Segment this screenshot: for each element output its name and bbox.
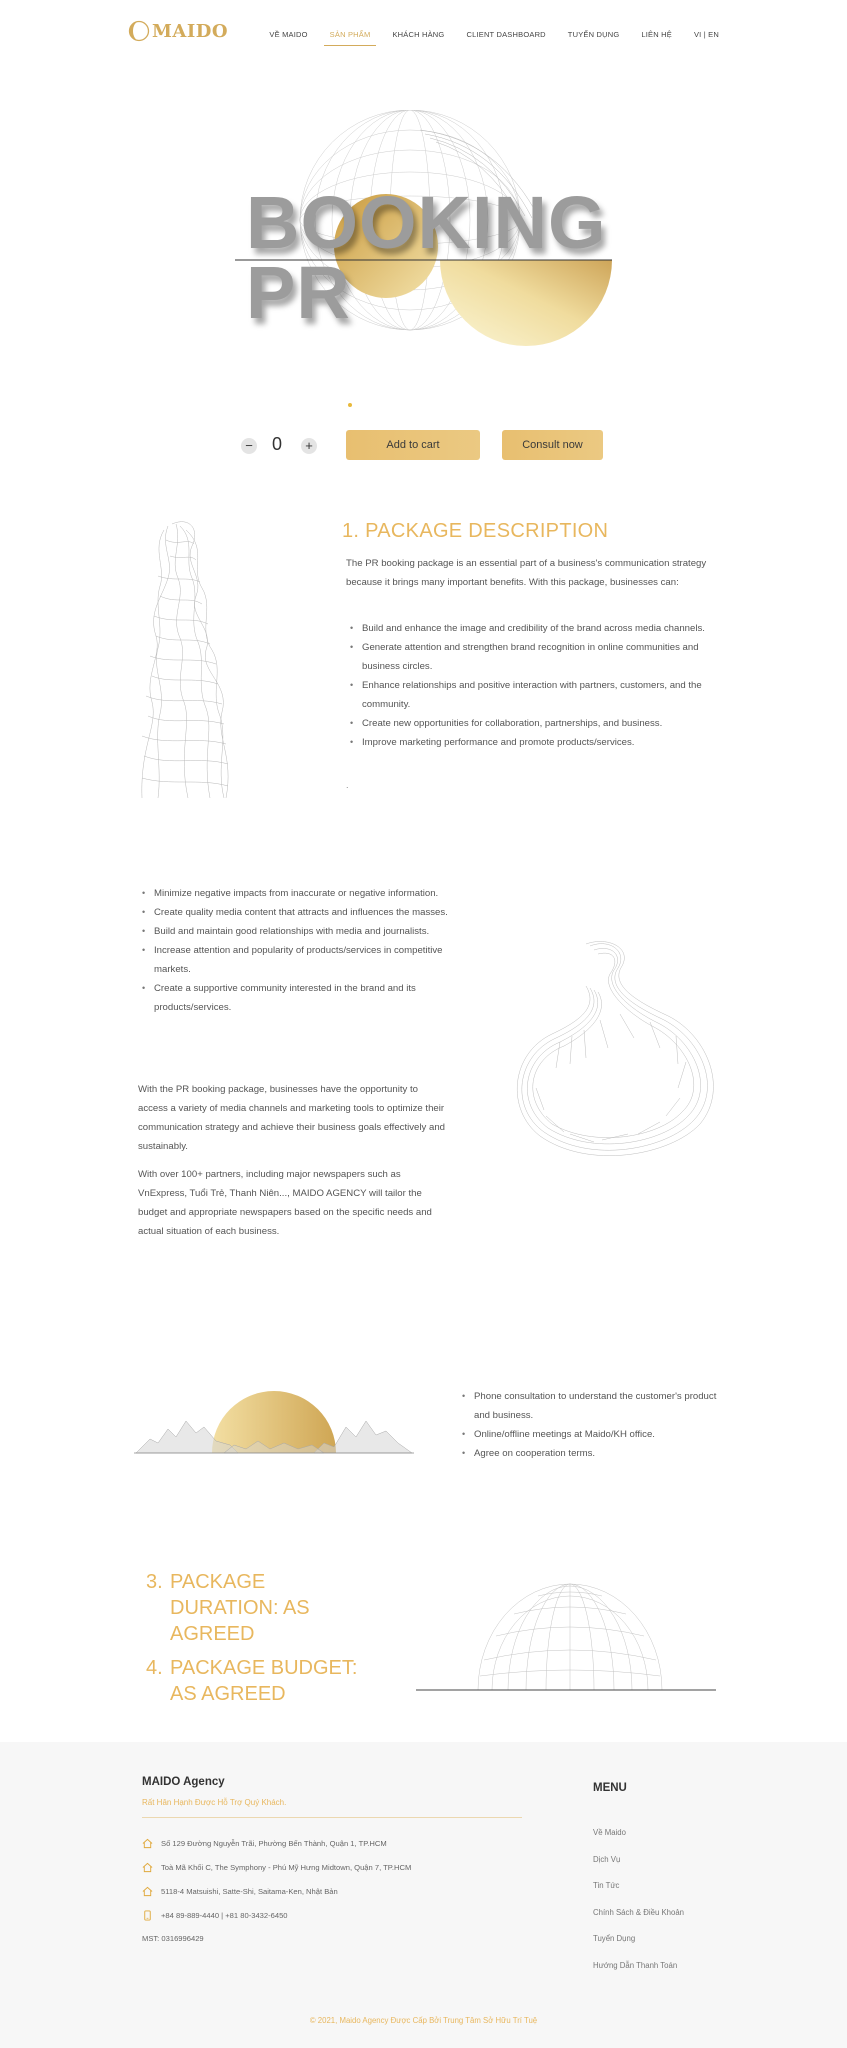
language-switcher[interactable]: VI | EN (693, 30, 719, 39)
address-text: 5118-4 Matsuishi, Satte-Shi, Saitama-Ken, Nhật Bản (161, 1887, 338, 1896)
hero-title-line2: PR (246, 251, 351, 334)
footer-link-careers[interactable]: Tuyển Dụng (593, 1934, 636, 1943)
nav-careers[interactable]: TUYỂN DỤNG (567, 30, 620, 39)
address-text: Số 129 Đường Nguyễn Trãi, Phường Bến Thành, Quận 1, TP.HCM (161, 1839, 387, 1848)
phone-icon (142, 1910, 153, 1921)
footer-link-news[interactable]: Tin Tức (593, 1881, 620, 1890)
address-hcm-district-1 (142, 1838, 387, 1849)
phone-text: +84 89-889-4440 | +81 80-3432-6450 (161, 1911, 288, 1920)
add-to-cart-button[interactable]: Add to cart (346, 430, 480, 460)
list-item: • Enhance relationships and positive interaction with partners, customers, and the community. (346, 676, 718, 714)
wireframe-dome-image (414, 1580, 720, 1692)
list-item: • Build and maintain good relationships with media and journalists. (138, 922, 450, 941)
footer-tagline: Rất Hân Hạnh Được Hỗ Trợ Quý Khách. (142, 1798, 287, 1807)
wireframe-sculpture-image (130, 516, 270, 798)
home-icon (142, 1862, 153, 1873)
purchase-controls (0, 430, 847, 462)
wireframe-ribbon-image (510, 938, 720, 1164)
list-item: • Agree on cooperation terms. (458, 1444, 728, 1463)
copyright: © 2021, Maido Agency Được Cấp Bởi Trung Tâm Sở Hữu Trí Tuệ (309, 2016, 538, 2025)
list-item: • Build and enhance the image and credibility of the brand across media channels. (346, 619, 718, 638)
package-budget-title: PACKAGE BUDGET: AS AGREED (170, 1657, 358, 1705)
package-duration-title: PACKAGE DURATION: AS AGREED (170, 1571, 310, 1645)
nav-about[interactable]: VỀ MAIDO (269, 30, 308, 39)
footer-menu (593, 1828, 684, 1987)
consultation-steps-list (458, 1387, 728, 1463)
nav-clients[interactable]: KHÁCH HÀNG (392, 30, 445, 39)
package-duration-heading (146, 1569, 370, 1647)
nav-products[interactable]: SẢN PHẨM (329, 30, 371, 39)
list-item: • Create quality media content that attracts and influences the masses. (138, 903, 450, 922)
package-description-title: 1. PACKAGE DESCRIPTION (342, 520, 609, 542)
address-text: Toà Mã Khối C, The Symphony - Phú Mỹ Hưng Midtown, Quận 7, TP.HCM (161, 1863, 412, 1872)
address-hcm-district-7 (142, 1862, 411, 1873)
benefits-list (346, 619, 718, 752)
package-budget-number: 4. (146, 1657, 163, 1679)
pr-package-paragraph: With the PR booking package, businesses have the opportunity to access a variety of media channels and marketing tools to optimize their communication strategy and achieve their business goals effectively and sustainably. (138, 1084, 445, 1152)
decrease-quantity-button[interactable]: − (241, 438, 257, 454)
footer-link-about[interactable]: Về Maido (593, 1828, 626, 1837)
main-nav (247, 30, 719, 39)
list-item: • Phone consultation to understand the customer's product and business. (458, 1387, 728, 1425)
footer-phone[interactable] (142, 1910, 288, 1921)
list-item: • Minimize negative impacts from inaccurate or negative information. (138, 884, 450, 903)
footer-link-services[interactable]: Dịch Vụ (593, 1854, 621, 1864)
hero-title-line1: BOOKING (246, 181, 607, 264)
list-item: • Online/offline meetings at Maido/KH office. (458, 1425, 728, 1444)
footer-link-policy[interactable]: Chính Sách & Điều Khoản (593, 1907, 685, 1917)
list-item: • Create a supportive community interested in the brand and its products/services. (138, 979, 450, 1017)
golden-sun-mountains-image (134, 1383, 414, 1455)
partners-paragraph: With over 100+ partners, including major newspapers such as VnExpress, Tuổi Trẻ, Thanh Niên..., MAIDO AGENCY will tailor the budget and appropriate newspapers based on the specific needs and actual situation of each business. (138, 1169, 432, 1237)
hero (0, 110, 847, 440)
trailing-period: . (346, 780, 349, 790)
nav-client-dashboard[interactable]: CLIENT DASHBOARD (466, 30, 546, 39)
address-japan (142, 1886, 338, 1897)
logo-text: MAIDO (152, 20, 229, 42)
site-footer (0, 1742, 847, 2048)
package-budget-heading (146, 1655, 370, 1707)
footer-divider (142, 1817, 522, 1818)
home-icon (142, 1886, 153, 1897)
package-description-intro: The PR booking package is an essential part of a business's communication strategy because it brings many important benefits. With this package, businesses can: (346, 558, 707, 588)
logo[interactable] (128, 20, 228, 42)
site-header (0, 0, 847, 72)
quantity-value: 0 (272, 434, 283, 454)
footer-menu-heading: MENU (593, 1782, 627, 1794)
consult-now-button[interactable]: Consult now (502, 430, 603, 460)
list-item: • Improve marketing performance and promote products/services. (346, 733, 718, 752)
list-item: • Increase attention and popularity of products/services in competitive markets. (138, 941, 450, 979)
slider-dot[interactable] (348, 403, 352, 407)
nav-contact[interactable]: LIÊN HỆ (641, 30, 672, 39)
increase-quantity-button[interactable]: + (301, 438, 317, 454)
list-item: • Create new opportunities for collaboration, partnerships, and business. (346, 714, 718, 733)
footer-link-payment-guide[interactable]: Hướng Dẫn Thanh Toán (593, 1960, 678, 1970)
hero-title (246, 181, 607, 334)
footer-brand: MAIDO Agency (142, 1776, 225, 1788)
logo-moon-icon (128, 20, 150, 42)
additional-benefits-list (138, 884, 450, 1017)
list-item: • Generate attention and strengthen brand recognition in online communities and business circles. (346, 638, 718, 676)
tax-code: MST: 0316996429 (142, 1934, 204, 1943)
home-icon (142, 1838, 153, 1849)
package-duration-number: 3. (146, 1571, 163, 1593)
